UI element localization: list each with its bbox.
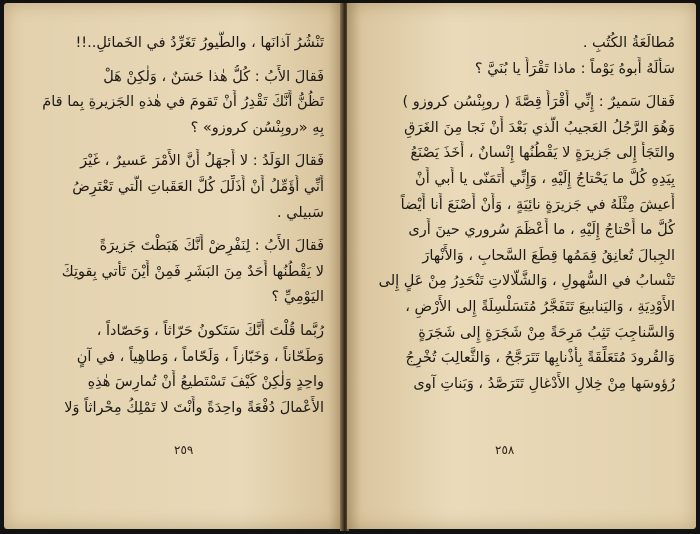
text-line: بِيَدِهِ كُلَّ ما يَحْتاجُ إِلَيْهِ ، وَإِنِّي أَتَمَنّى يا أَبي أَنْ [415, 170, 675, 187]
paragraph-gap [34, 226, 324, 234]
paragraph-gap [34, 57, 324, 65]
text-line: سَبيلي . [276, 204, 324, 221]
text-line: رُبَّما قُلْتَ أَنَّكَ سَتَكونُ حَرّاثاً ، وَحَصّاداً ، [96, 322, 324, 339]
text-line: أَعيشَ مِثْلَهُ في جَزيرَةٍ نائِيَةٍ ، وَأَنْ أَصْنَعَ أَنا أَيْضاً [400, 196, 675, 213]
right-page-number: ٢٥٨ [495, 443, 515, 457]
paragraph-gap [34, 141, 324, 149]
text-line: كُلَّ ما أَحْتاجُ إِلَيْهِ ، ما أَعْظَمَ سُروري حينَ أَرى [408, 222, 675, 239]
text-line: الأَوْدِيَةِ ، وَاليَنابيعَ تَتَفَجَّرُ مُتَسَلْسِلَةً إِلى الأَرْضِ ، [405, 298, 675, 315]
text-line: وَالسَّناجِبَ تَثِبُ مَرِحَةً مِنْ شَجَرَةٍ إِلى شَجَرَةٍ [418, 324, 675, 341]
text-line: تَنْسابُ في السُّهولِ ، وَالشَّلّالاتِ تَنْحَدِرُ مِنْ عَلٍ إِلى [378, 273, 675, 290]
book-spread [4, 3, 696, 531]
text-line: اليَوْمِيِّ ؟ [271, 289, 324, 306]
text-line: وَهُوَ الرَّجُلُ العَجيبُ الَّذي بَعْدَ أَنْ نَجا مِنَ الغَرَقِ [404, 119, 675, 136]
text-line: أَنِّي أُؤَمِّلُ أَنْ أُذَلِّلَ كُلَّ العَقَباتِ الَّتي تَعْتَرِضُ [72, 178, 324, 195]
text-line: وَالقُرودَ مُتَعَلِّقَةً بِأَذْنابِها تَتَرَجَّحُ ، وَالثَّعالِبَ تُخْرِجُ [405, 350, 675, 367]
text-line: والتَجَأَ إِلى جَزيرَةٍ لا يَقْطُنُها إِنْسانٌ ، أَخَذَ يَصْنَعُ [410, 145, 675, 162]
left-page-number: ٢٥٩ [174, 443, 194, 457]
text-line: فَقالَ سَميرٌ : إِنِّي أَقْرَأُ قِصَّةَ ( روبِنْسُن كروزو ) [402, 94, 675, 111]
right-page-header: مُطالَعَةُ الكُتُبِ . [582, 35, 675, 51]
right-page-text [377, 31, 675, 397]
left-page [4, 3, 342, 529]
text-line: فَقالَ الأَبُ : لِنَفْرِضْ أَنَّكَ هَبَطْتَ جَزيرَةً [99, 238, 324, 255]
text-line: تَنْشُرُ آذانَها ، والطُّيورُ تَغَرِّدُ في الخَمائلِ..!! [75, 35, 324, 51]
text-line: فَقالَ الأَبُ : كُلُّ هٰذا حَسَنٌ ، وَلٰكِنْ هَلْ [103, 68, 324, 85]
left-page-text [34, 31, 324, 421]
text-line: تَظُنُّ أَنَّكَ تَقْدِرُ أَنْ تَقومَ في هٰذهِ الجَزيرةِ بِما قامَ [42, 94, 324, 111]
text-line: لا يَقْطُنُها أَحَدٌ مِنَ البَشَرِ فَمِنْ أَيْنَ تَأْتي بِقوتِكَ [61, 263, 324, 280]
text-line: الجِبالَ تُعانِقُ قِمَمُها قِطَعَ السَّحابِ ، وَالأَنْهارَ [422, 247, 675, 264]
text-line: سَأَلَهُ أَبوهُ يَوْماً : ماذا تَقْرَأُ يا بُنَيَّ ؟ [474, 60, 675, 77]
text-line: بِهِ «روبِنْسُن كروزو» ؟ [190, 119, 324, 136]
paragraph-gap [34, 311, 324, 319]
text-line: فَقالَ الوَلَدُ : لا أَجهَلُ أَنَّ الأَمْرَ عَسيرٌ ، غَيْرَ [80, 153, 324, 170]
text-line: رُؤوسَها مِنْ خِلالِ الأَدْغالِ تَتَرَصَّدُ ، وَبَناتِ آوى [413, 375, 675, 392]
right-page [347, 3, 696, 529]
text-line: واحِدٍ وَلٰكِنْ كَيْفَ تَسْتَطيعُ أَنْ تُمارِسَ هٰذِهِ [87, 374, 324, 391]
paragraph-gap [377, 82, 675, 90]
text-line: وَطَحّاناً ، وَخَبّازاً ، وَلَحّاماً ، وَطاهِياً ، في آنٍ [76, 348, 324, 365]
text-line: الأَعْمالَ دُفْعَةً واحِدَةً وأَنْتَ لا تَمْلِكُ مِحْراثاً وَلا [64, 399, 324, 416]
